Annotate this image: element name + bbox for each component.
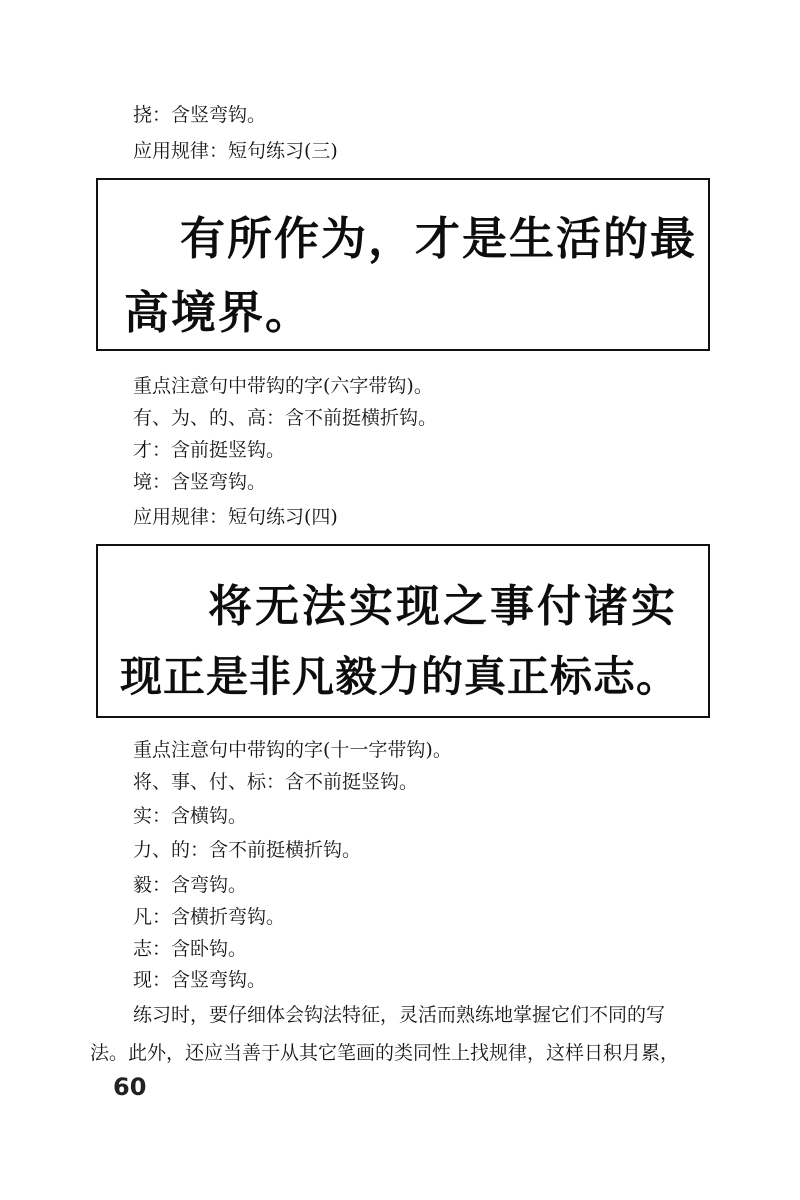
note-line: 将、事、付、标：含不前挺竖钩。 xyxy=(133,771,419,793)
handwriting-line-1: 将无法实现之事付诸实 xyxy=(208,581,678,632)
paragraph-line-2: 法。此外，还应当善于从其它笔画的类同性上找规律，这样日积月累， xyxy=(90,1042,680,1064)
note-line: 凡：含横折弯钩。 xyxy=(133,906,286,928)
note-line: 重点注意句中带钩的字(六字带钩)。 xyxy=(133,375,433,397)
note-line: 重点注意句中带钩的字(十一字带钩)。 xyxy=(133,739,452,761)
handwriting-line-2: 高境界。 xyxy=(124,286,313,339)
body-paragraph xyxy=(90,996,730,1072)
handwriting-line-1: 有所作为，才是生活的最 xyxy=(180,212,698,265)
page-number: 60 xyxy=(113,1073,147,1101)
note-line: 才：含前挺竖钩。 xyxy=(133,439,286,461)
handwriting-box-1 xyxy=(96,178,710,351)
note-line: 志：含卧钩。 xyxy=(133,938,248,960)
handwriting-box-2 xyxy=(96,544,710,718)
top-line-2: 应用规律：短句练习(三) xyxy=(133,140,338,162)
note-line: 现：含竖弯钩。 xyxy=(133,969,267,991)
top-line-1: 挠：含竖弯钩。 xyxy=(133,104,267,126)
handwriting-line-2: 现正是非凡毅力的真正标志。 xyxy=(120,652,680,701)
note-line: 力、的：含不前挺横折钩。 xyxy=(133,839,362,861)
note-line: 有、为、的、高：含不前挺横折钩。 xyxy=(133,407,438,429)
note-line: 毅：含弯钩。 xyxy=(133,874,248,896)
paragraph-line-1: 练习时，要仔细体会钩法特征，灵活而熟练地掌握它们不同的写 xyxy=(133,1004,666,1026)
note-line: 境：含竖弯钩。 xyxy=(133,471,267,493)
note-line: 实：含横钩。 xyxy=(133,805,248,827)
note-line: 应用规律：短句练习(四) xyxy=(133,506,338,528)
